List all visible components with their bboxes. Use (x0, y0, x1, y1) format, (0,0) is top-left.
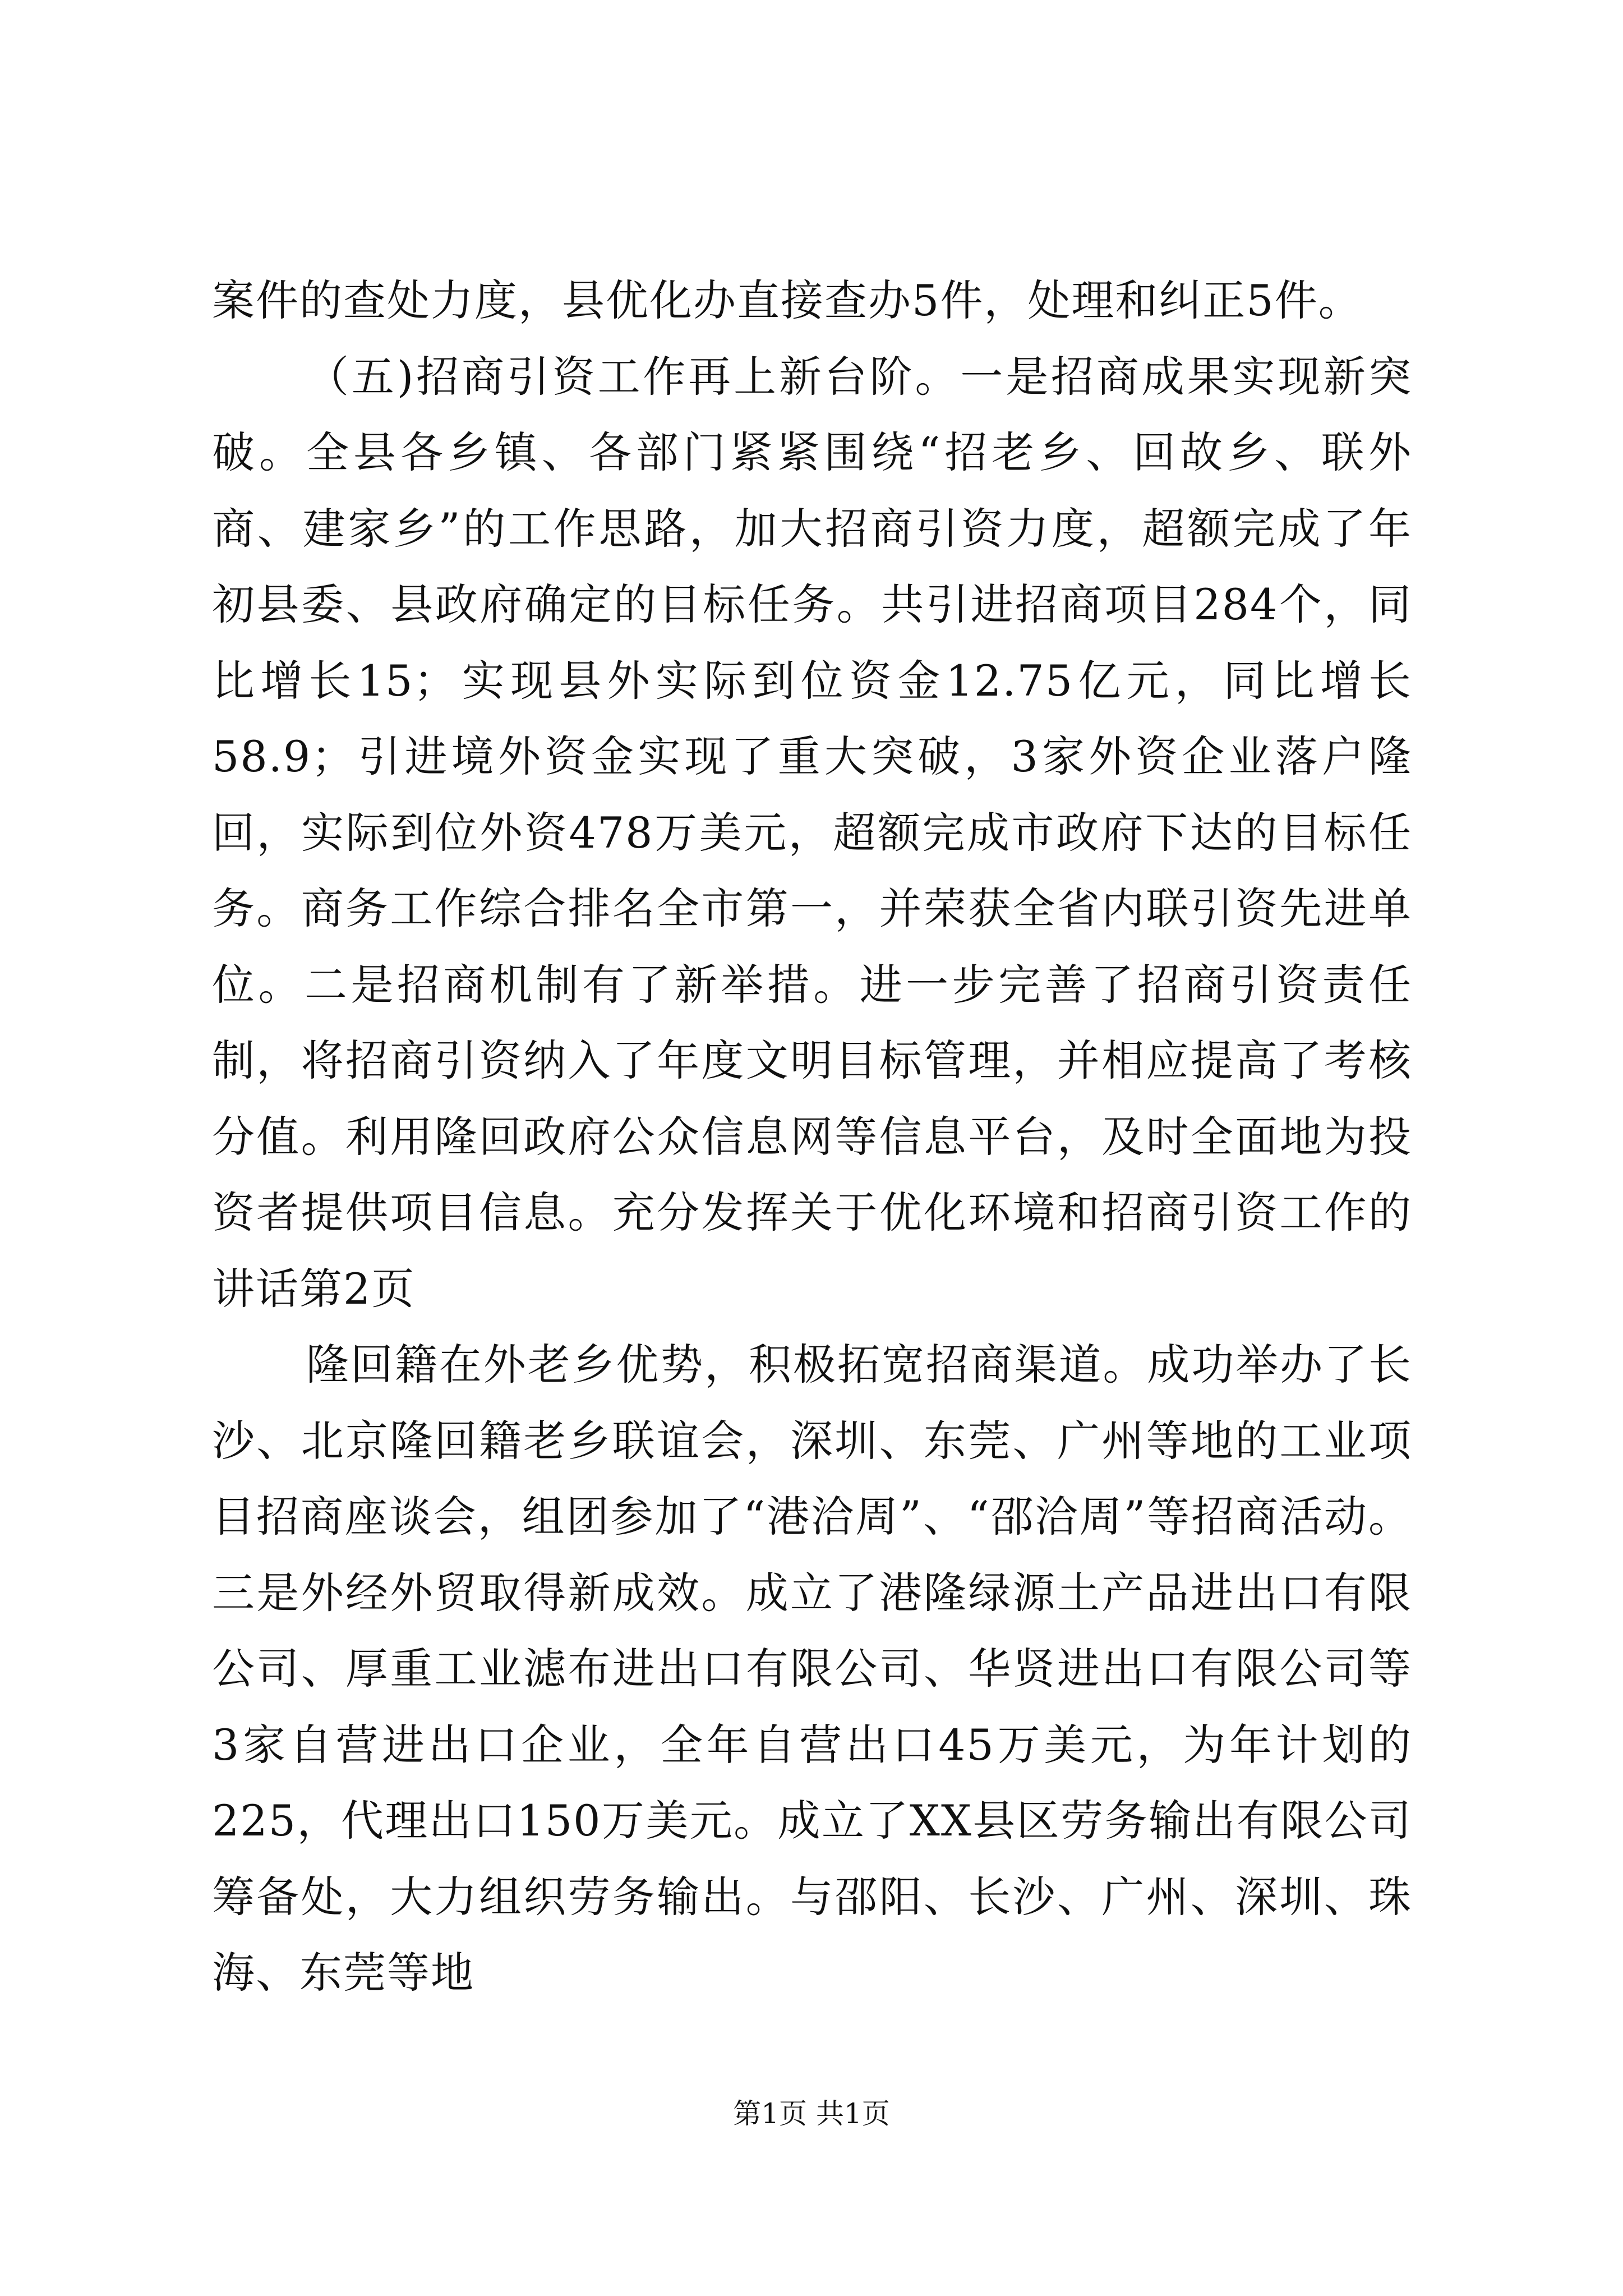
document-body (212, 263, 1412, 2011)
page-footer: 第1页 共1页 (733, 2097, 890, 2130)
paragraph-investment: （五)招商引资工作再上新台阶。一是招商成果实现新突破。全县各乡镇、各部门紧紧围绕“招老乡、回故乡、联外商、建家乡”的工作思路，加大招商引资力度，超额完成了年初县委、县政府确定的目标任务。共引进招商项目284个，同比增长15；实现县外实际到位资金12.75亿元，同比增长58.9；引进境外资金实现了重大突破，3家外资企业落户隆回，实际到位外资478万美元，超额完成市政府下达的目标任务。商务工作综合排名全市第一，并荣获全省内联引资先进单位。二是招商机制有了新举措。进一步完善了招商引资责任制，将招商引资纳入了年度文明目标管理，并相应提高了考核分值。利用隆回政府公众信息网等信息平台，及时全面地为投资者提供项目信息。充分发挥关于优化环境和招商引资工作的讲话第2页 (212, 351, 1412, 1314)
paragraph-continued: 案件的查处力度，县优化办直接查办5件，处理和纠正5件。 (212, 275, 1362, 325)
paragraph-channels: 隆回籍在外老乡优势，积极拓宽招商渠道。成功举办了长沙、北京隆回籍老乡联谊会，深圳、东莞、广州等地的工业项目招商座谈会，组团参加了“港洽周”、“邵洽周”等招商活动。三是外经外贸取得新成效。成立了港隆绿源土产品进出口有限公司、厚重工业滤布进出口有限公司、华贤进出口有限公司等3家自营进出口企业，全年自营出口45万美元，为年计划的225，代理出口150万美元。成立了XX县区劳务输出有限公司筹备处，大力组织劳务输出。与邵阳、长沙、广州、深圳、珠海、东莞等地 (212, 1340, 1412, 1998)
